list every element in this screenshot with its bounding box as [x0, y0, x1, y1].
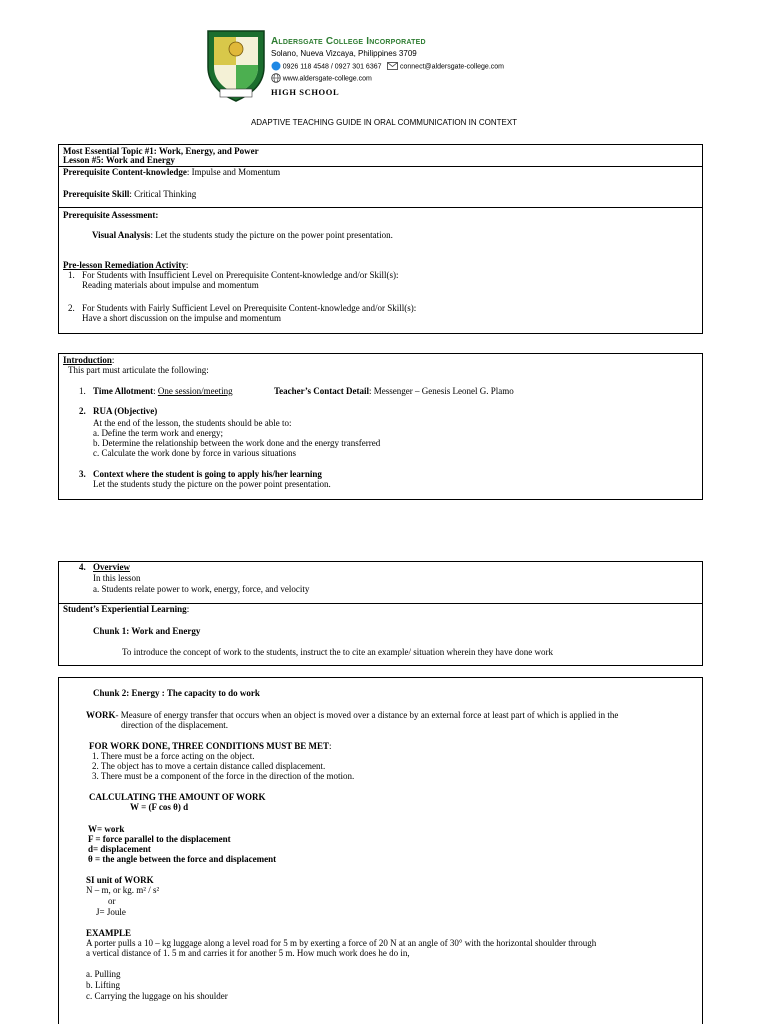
example-option-c: c. Carrying the luggage on his shoulder — [86, 991, 228, 1001]
remediation-item-1-body: Reading materials about impulse and momentum — [82, 280, 259, 290]
college-name: Aldersgate College Incorporated — [271, 36, 426, 47]
visual-analysis-label: Visual Analysis — [92, 230, 151, 240]
example-heading: EXAMPLE — [86, 928, 131, 938]
rua-label: RUA (Objective) — [93, 406, 158, 416]
conditions-heading — [89, 741, 332, 751]
lesson-title: Lesson #5: Work and Energy — [63, 155, 175, 165]
time-allotment-value: One session/meeting — [157, 386, 233, 396]
f-definition: F = force parallel to the displacement — [88, 834, 231, 844]
example-text-1: A porter pulls a 10 – kg luggage along a level road for 5 m by exerting a force of 20 N at an angle of 30° with the horizontal shoulder through — [86, 938, 597, 948]
remediation-item-2-body: Have a short discussion on the impulse and momentum — [82, 313, 281, 323]
si-unit-or: or — [108, 896, 116, 906]
rua-item-b: b. Determine the relationship between the work done and the energy transferred — [93, 438, 381, 448]
phone-numbers: 0926 118 4548 / 0927 301 6367 — [282, 63, 382, 71]
email-icon — [387, 61, 398, 73]
website-line — [271, 73, 372, 83]
experiential-learning-label — [63, 604, 189, 614]
context-label: Context where the student is going to apply his/her learning — [93, 469, 322, 479]
si-unit-joule: J= Joule — [96, 907, 126, 917]
overview-num: 4. — [79, 562, 86, 572]
time-allotment-label: Time Allotment — [93, 386, 154, 396]
work-def-text: - Measure of energy transfer that occurs when an object is moved over a distance by an external force at least part of which is applied in the — [115, 710, 619, 720]
college-logo — [204, 27, 268, 103]
d-definition: d= displacement — [88, 844, 151, 854]
overview-item-a: a. Students relate power to work, energy, force, and velocity — [93, 584, 310, 594]
si-unit-value: N – m, or kg. m² / s² — [86, 885, 160, 895]
prereq-assessment-label: Prerequisite Assessment: — [63, 210, 159, 220]
phone-icon — [271, 61, 281, 73]
theta-definition: θ = the angle between the force and displacement — [88, 854, 277, 864]
phone-line — [271, 61, 504, 71]
document-title: ADAPTIVE TEACHING GUIDE IN ORAL COMMUNICATION IN CONTEXT — [250, 118, 518, 127]
conditions-colon: : — [329, 741, 332, 751]
remediation-title: Pre-lesson Remediation Activity — [63, 260, 186, 270]
introduction-colon: : — [111, 355, 115, 365]
prereq-skill-label: Prerequisite Skill — [63, 189, 130, 199]
prereq-skill-value: : Critical Thinking — [129, 189, 197, 199]
experiential-learning-colon: : — [186, 604, 190, 614]
introduction-label — [63, 355, 114, 365]
si-unit-heading: SI unit of WORK — [86, 875, 154, 885]
essential-topic: Most Essential Topic #1: Work, Energy, and Power — [63, 146, 259, 156]
remediation-item-1-title: For Students with Insufficient Level on Prerequisite Content-knowledge and/or Skill(s): — [82, 270, 399, 280]
globe-icon — [271, 73, 281, 85]
calculating-heading: CALCULATING THE AMOUNT OF WORK — [89, 792, 266, 802]
work-formula: W = (F cos θ) d — [130, 802, 189, 812]
chunk-2-title: Chunk 2: Energy : The capacity to do work — [93, 688, 260, 698]
remediation-item-1-num: 1. — [68, 270, 75, 280]
example-option-a: a. Pulling — [86, 969, 121, 979]
example-text-2: a vertical distance of 1. 5 m and carries it for another 5 m. How much work does he do in, — [86, 948, 410, 958]
work-definition — [86, 710, 618, 720]
time-allotment-colon: : — [153, 386, 158, 396]
time-allotment-num: 1. — [79, 386, 86, 396]
rua-intro: At the end of the lesson, the students should be able to: — [93, 418, 292, 428]
college-address: Solano, Nueva Vizcaya, Philippines 3709 — [271, 49, 417, 58]
teacher-contact-label: Teacher’s Contact Detail — [274, 386, 369, 396]
time-allotment — [93, 386, 233, 396]
chunk-1-title: Chunk 1: Work and Energy — [93, 626, 201, 636]
context-body: Let the students study the picture on the power point presentation. — [93, 479, 331, 489]
prereq-ck-label: Prerequisite Content-knowledge — [63, 167, 187, 177]
rua-item-c: c. Calculate the work done by force in various situations — [93, 448, 296, 458]
remediation-colon: : — [185, 260, 189, 270]
condition-2: 2. The object has to move a certain distance called displacement. — [92, 761, 326, 771]
chunk-1-body: To introduce the concept of work to the students, instruct the to cite an example/ situation wherein they have done work — [122, 647, 553, 657]
work-label: WORK — [86, 710, 116, 720]
condition-3: 3. There must be a component of the force in the direction of the motion. — [92, 771, 355, 781]
overview-label: Overview — [93, 562, 130, 572]
prereq-skill — [63, 189, 196, 199]
introduction-title: Introduction — [63, 355, 112, 365]
work-definition-cont: direction of the displacement. — [121, 720, 228, 730]
visual-analysis-value: : Let the students study the picture on the power point presentation. — [150, 230, 393, 240]
remediation-item-2-num: 2. — [68, 303, 75, 313]
rua-num: 2. — [79, 406, 86, 416]
department-label: HIGH SCHOOL — [271, 87, 340, 97]
overview-intro: In this lesson — [93, 573, 141, 583]
prereq-ck-value: : Impulse and Momentum — [186, 167, 281, 177]
remediation-label — [63, 260, 188, 270]
rua-item-a: a. Define the term work and energy; — [93, 428, 224, 438]
introduction-text: This part must articulate the following: — [68, 365, 209, 375]
email-address[interactable]: connect@aldersgate-college.com — [400, 63, 504, 71]
teacher-contact-value: : Messenger – Genesis Leonel G. Plamo — [368, 386, 514, 396]
visual-analysis — [92, 230, 393, 240]
condition-1: 1. There must be a force acting on the object. — [92, 751, 255, 761]
website-url[interactable]: www.aldersgate-college.com — [282, 75, 372, 83]
experiential-learning-title: Student’s Experiential Learning — [63, 604, 187, 614]
w-definition: W= work — [88, 824, 125, 834]
remediation-item-2-title: For Students with Fairly Sufficient Level on Prerequisite Content-knowledge and/or Skill(s): — [82, 303, 417, 313]
teacher-contact — [274, 386, 514, 396]
context-num: 3. — [79, 469, 86, 479]
prereq-content-knowledge — [63, 167, 280, 177]
conditions-title: FOR WORK DONE, THREE CONDITIONS MUST BE MET — [89, 741, 330, 751]
example-option-b: b. Lifting — [86, 980, 120, 990]
